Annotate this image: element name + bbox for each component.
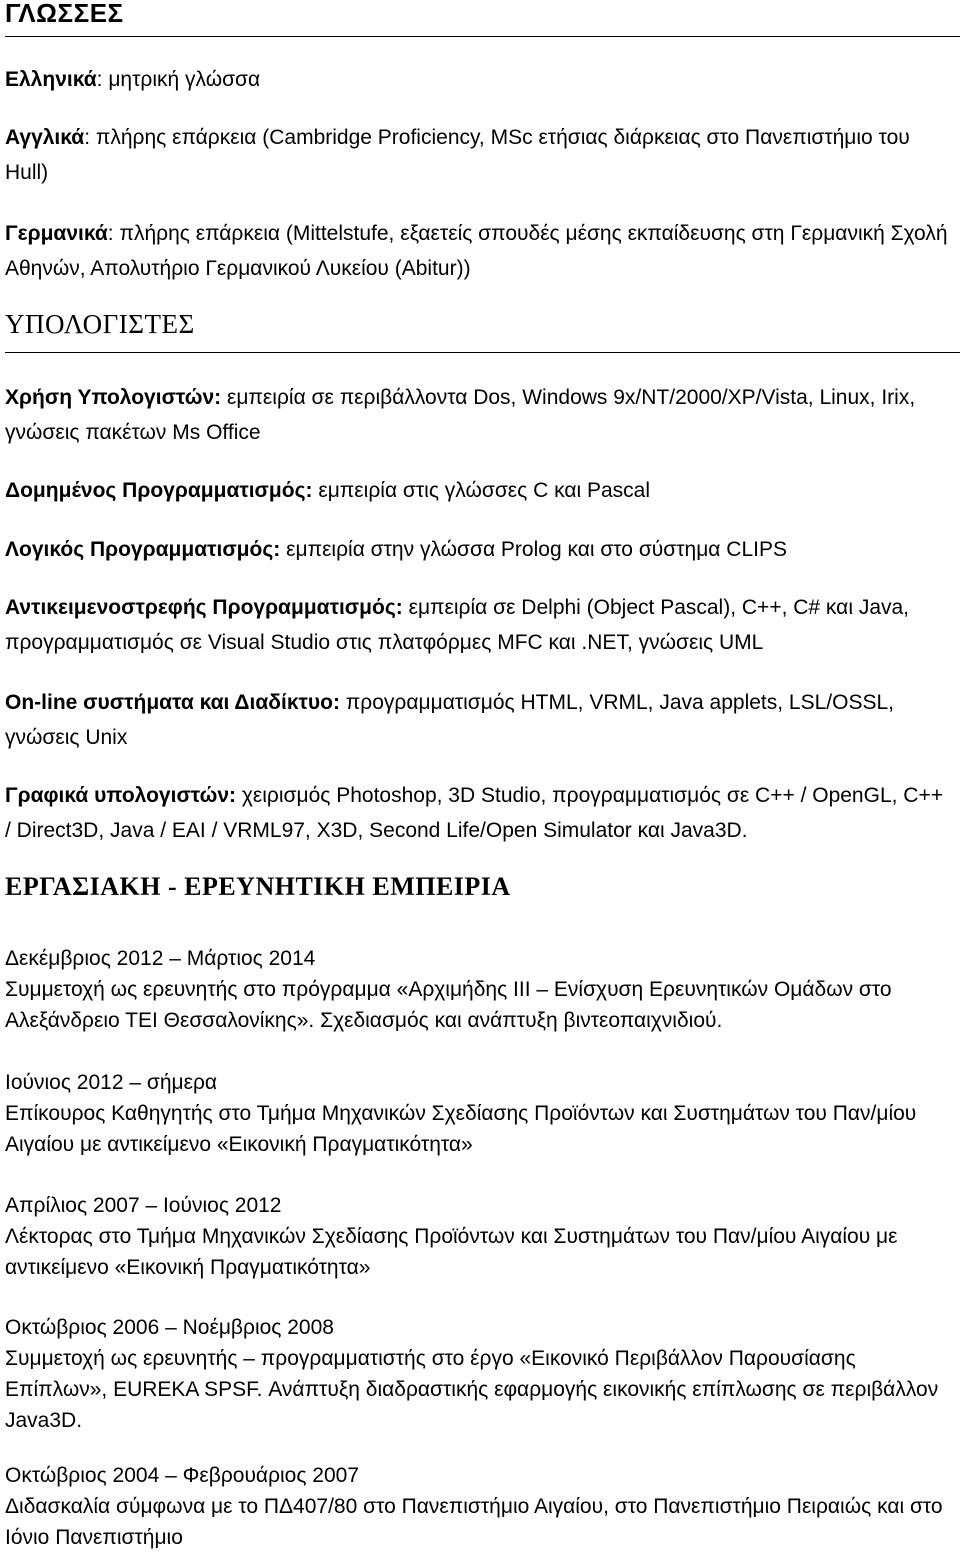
experience-period: Ιούνιος 2012 – σήμερα	[5, 1071, 218, 1094]
skill-item-computer-graphics	[5, 778, 950, 848]
language-label: Αγγλικά	[5, 126, 85, 149]
skill-label: Δομημένος Προγραμματισμός:	[5, 479, 313, 502]
language-label: Γερμανικά	[5, 222, 108, 245]
skill-text: χειρισμός Photoshop, 3D Studio, προγραμματισμός σε C++ / OpenGL, C++ / Direct3D, Java / EAI / VRML97, X3D, Second Life/Open Simulator και Java3D.	[5, 784, 943, 842]
language-level: πλήρης επάρκεια (Cambridge Proficiency, MSc ετήσιας διάρκειας στο Πανεπιστήμιο του Hull)	[5, 126, 910, 184]
experience-description: Διδασκαλία σύμφωνα με το ΠΔ407/80 στο Πανεπιστήμιο Αιγαίου, στο Πανεπιστήμιο Πειραιώς και στο Ιόνιο Πανεπιστήμιο	[5, 1495, 943, 1549]
skill-label: On-line συστήματα και Διαδίκτυο:	[5, 691, 340, 714]
skill-text: εμπειρία στις γλώσσες C και Pascal	[312, 479, 651, 502]
language-item-german: Γερμανικά: πλήρης επάρκεια (Mittelstufe, εξαετείς σπουδές μέσης εκπαίδευσης στη Γερμανική Σχολή Αθηνών, Απολυτήριο Γερμανικού Λυκείου (Abitur))	[5, 222, 948, 280]
language-level: μητρική γλώσσα	[108, 68, 261, 91]
languages-rule	[5, 36, 960, 37]
language-item-greek: Ελληνικά: μητρική γλώσσα	[5, 68, 261, 91]
skill-text: εμπειρία στην γλώσσα Prolog και στο σύστημα CLIPS	[280, 538, 787, 561]
skill-item-oop	[5, 590, 950, 660]
experience-item	[5, 1312, 950, 1436]
experience-item	[5, 1067, 950, 1160]
experience-description: Συμμετοχή ως ερευνητής στο πρόγραμμα «Αρχιμήδης ΙΙΙ – Ενίσχυση Ερευνητικών Ομάδων στο Αλεξάνδρειο ΤΕΙ Θεσσαλονίκης». Σχεδιασμός και ανάπτυξη βιντεοπαιχνιδιού.	[5, 978, 892, 1032]
languages-heading: ΓΛΩΣΣΕΣ	[5, 0, 124, 28]
skill-item-computer-use	[5, 380, 950, 450]
experience-period: Απρίλιος 2007 – Ιούνιος 2012	[5, 1194, 282, 1217]
experience-item	[5, 1460, 950, 1553]
experience-item	[5, 943, 950, 1036]
experience-description: Συμμετοχή ως ερευνητής – προγραμματιστής στο έργο «Εικονικό Περιβάλλον Παρουσίασης Επίπλων», EUREKA SPSF. Ανάπτυξη διαδραστικής εφαρμογής εικονικής επίπλωσης σε περιβάλλον Java3D.	[5, 1347, 939, 1432]
skill-item-online-systems	[5, 685, 950, 755]
experience-description: Λέκτορας στο Τμήμα Μηχανικών Σχεδίασης Προϊόντων και Συστημάτων του Παν/μίου Αιγαίου με αντικείμενο «Εικονική Πραγματικότητα»	[5, 1225, 898, 1279]
skill-label: Γραφικά υπολογιστών:	[5, 784, 237, 807]
experience-period: Δεκέμβριος 2012 – Μάρτιος 2014	[5, 947, 316, 970]
experience-item	[5, 1190, 950, 1283]
skill-item-structured-programming	[5, 473, 950, 508]
skill-label: Αντικειμενοστρεφής Προγραμματισμός:	[5, 596, 403, 619]
experience-heading: ΕΡΓΑΣΙΑΚΗ - ΕΡΕΥΝΗΤΙΚΗ ΕΜΠΕΙΡΙΑ	[5, 872, 511, 901]
experience-description: Επίκουρος Καθηγητής στο Τμήμα Μηχανικών Σχεδίασης Προϊόντων και Συστημάτων του Παν/μίου Αιγαίου με αντικείμενο «Εικονική Πραγματικότητα»	[5, 1102, 917, 1156]
experience-period: Οκτώβριος 2006 – Νοέμβριος 2008	[5, 1316, 334, 1339]
experience-period: Οκτώβριος 2004 – Φεβρουάριος 2007	[5, 1464, 360, 1487]
language-item-english: Αγγλικά: πλήρης επάρκεια (Cambridge Proficiency, MSc ετήσιας διάρκειας στο Πανεπιστήμιο του Hull)	[5, 126, 910, 184]
skill-text: εμπειρία σε Delphi (Object Pascal), C++, C# και Java, προγραμματισμός σε Visual Studio στις πλατφόρμες MFC και .NET, γνώσεις UML	[5, 596, 910, 654]
skill-label: Χρήση Υπολογιστών:	[5, 386, 222, 409]
computers-rule	[5, 352, 960, 353]
computers-heading: ΥΠΟΛΟΓΙΣΤΕΣ	[5, 309, 195, 339]
skill-text: προγραμματισμός HTML, VRML, Java applets, LSL/OSSL, γνώσεις Unix	[5, 691, 894, 749]
skill-label: Λογικός Προγραμματισμός:	[5, 538, 281, 561]
skill-text: εμπειρία σε περιβάλλοντα Dos, Windows 9x/NT/2000/XP/Vista, Linux, Irix, γνώσεις πακέτων Ms Office	[5, 386, 916, 444]
language-level: πλήρης επάρκεια (Mittelstufe, εξαετείς σπουδές μέσης εκπαίδευσης στη Γερμανική Σχολή Αθηνών, Απολυτήριο Γερμανικού Λυκείου (Abitur))	[5, 222, 948, 280]
skill-item-logic-programming	[5, 532, 950, 567]
language-label: Ελληνικά	[5, 68, 97, 91]
